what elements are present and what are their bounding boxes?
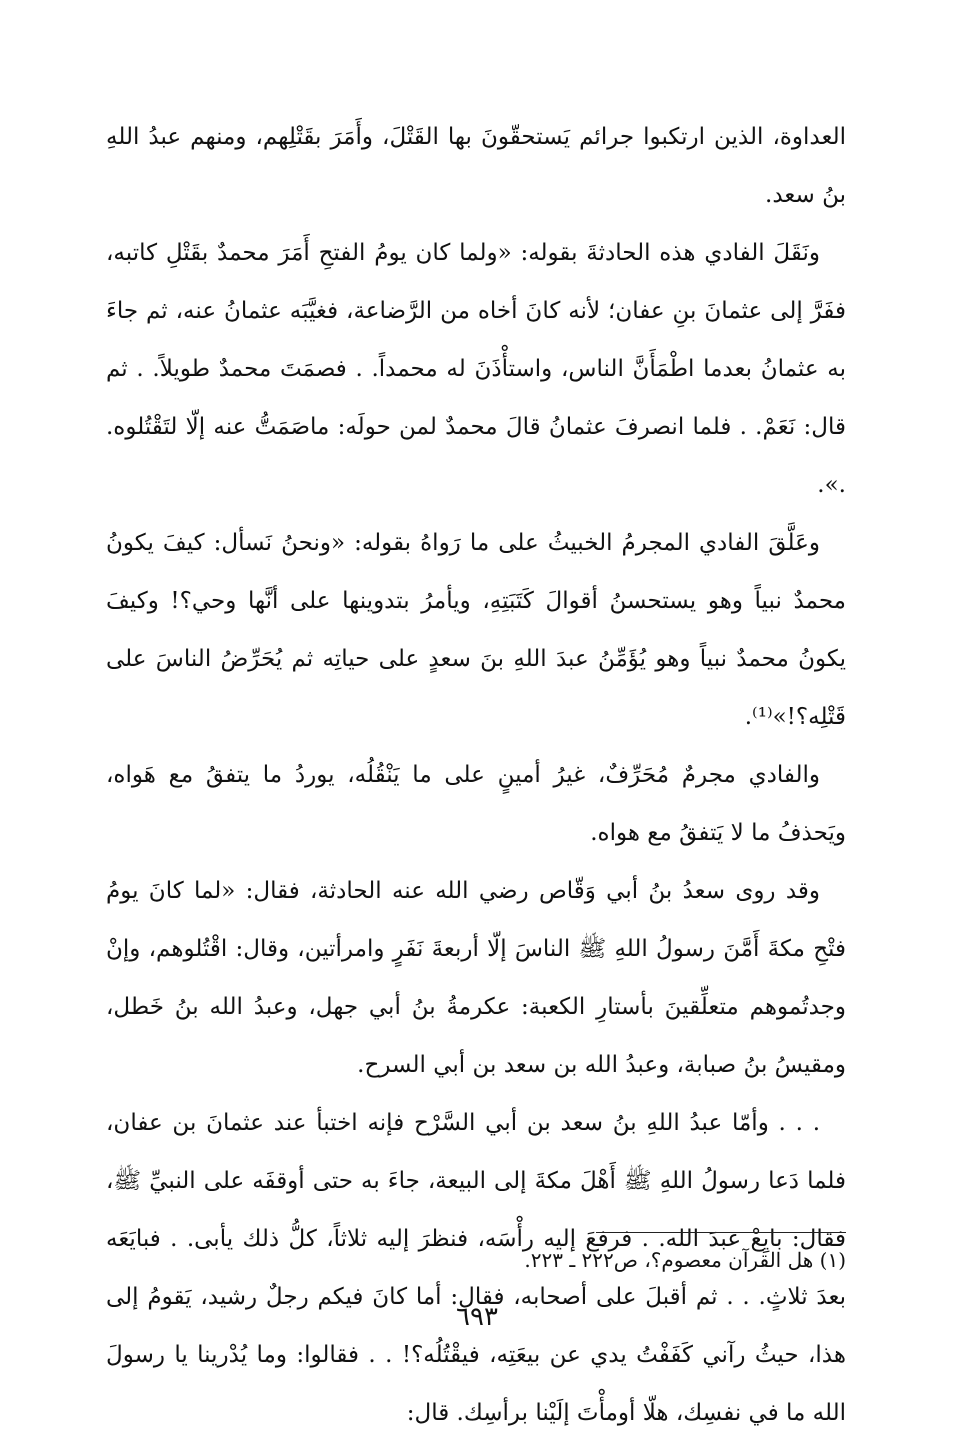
page-number: ٦٩٣ <box>456 1302 498 1332</box>
paragraph-4: والفادي مجرمٌ مُحَرِّفٌ، غيرُ أمينٍ على ما يَنْقُلُه، يوردُ ما يتفقُ مع هَواه، ويَحذفُ ما لا يَتفقُ مع هواه. <box>106 762 846 846</box>
paragraph-5: وقد روى سعدُ بنُ أبي وَقّاص رضي الله عنه الحادثة، فقال: «لما كانَ يومُ فتْحِ مكةَ أَمَّنَ رسولُ اللهِ ﷺ الناسَ إلّا أربعةَ نَفَرٍ وامرأتين، وقال: اقْتُلوهم، وإنْ وجدتُموهم متعلِّقينَ بأستارِ الكعبة: عكرمةُ بنُ أبي جهل، وعبدُ الله بنُ خَطل، ومقيسُ بنُ صبابة، وعبدُ الله بن سعد بن أبي السرح. <box>106 878 846 1078</box>
paragraph-2: ونَقَلَ الفادي هذه الحادثةَ بقوله: «ولما كان يومُ الفتحِ أَمَرَ محمدٌ بقَتْلِ كاتبه، ففَرَّ إلى عثمانَ بنِ عفان؛ لأنه كانَ أخاه من الرَّضاعة، فغيَّبَه عثمانُ عنه، ثم جاءَ به عثمانُ بعدما اطْمَأَنَّ الناس، واستأْذَنَ له محمداً. . فصمَتَ محمدٌ طويلاً. . ثم قال: نَعَمْ. . فلما انصرفَ عثمانُ قالَ محمدٌ لمن حولَه: ماصَمَتُّ عنه إلّا لتَقْتُلوه. .». <box>106 240 846 498</box>
paragraph-6: . . . وأمّا عبدُ اللهِ بنُ سعد بن أبي السَّرْح فإنه اختبأ عند عثمانَ بن عفان، فلما دَعا رسولُ اللهِ ﷺ أَهْلَ مكةَ إلى البيعة، جاءَ به حتى أوقفَه على النبيِّ ﷺ، فقال: بايِعْ عبدَ الله. . فرفعَ إليه رأْسَه، فنظرَ إليه ثلاثاً، كلُّ ذلك يأبى. . فبايَعَه بعدَ ثلاثٍ. . . ثم أقبلَ على أصحابه، فقال: أما كانَ فيكم رجلٌ رشيد، يَقومُ إلى هذا، حيثُ رآني كَفَفْتُ يدي عن بيعَتِه، فيقْتُلُه؟! . . فقالوا: وما يُدْرينا يا رسولَ الله ما في نفسِك، هلّا أومأْتَ إلَيْنا برأسِك. قال: <box>106 1110 846 1426</box>
paragraph-1: العداوة، الذين ارتكبوا جرائم يَستحقّونَ بها القَتْلَ، وأَمَرَ بقَتْلِهم، ومنهم عبدُ اللهِ بنُ سعد. <box>106 124 846 208</box>
footnote-divider <box>596 1232 846 1233</box>
footnote: (١) هل القرآن معصوم؟، ص٢٢٢ ـ ٢٢٣. <box>524 1248 846 1272</box>
page-body <box>106 108 846 1442</box>
paragraph-3: وعَلَّقَ الفادي المجرمُ الخبيثُ على ما رَواهُ بقوله: «ونحنُ نَسأل: كيفَ يكونُ محمدٌ نبياً وهو يستحسنُ أقوالَ كَتَبَتِهِ، ويأمرُ بتدوينها على أنَّها وحي؟! وكيفَ يكونُ محمدٌ نبياً وهو يُؤَمِّنُ عبدَ اللهِ بنَ سعدٍ على حياتِه ثم يُحَرِّضُ الناسَ على قَتْلِه؟!»⁽¹⁾. <box>106 530 846 730</box>
